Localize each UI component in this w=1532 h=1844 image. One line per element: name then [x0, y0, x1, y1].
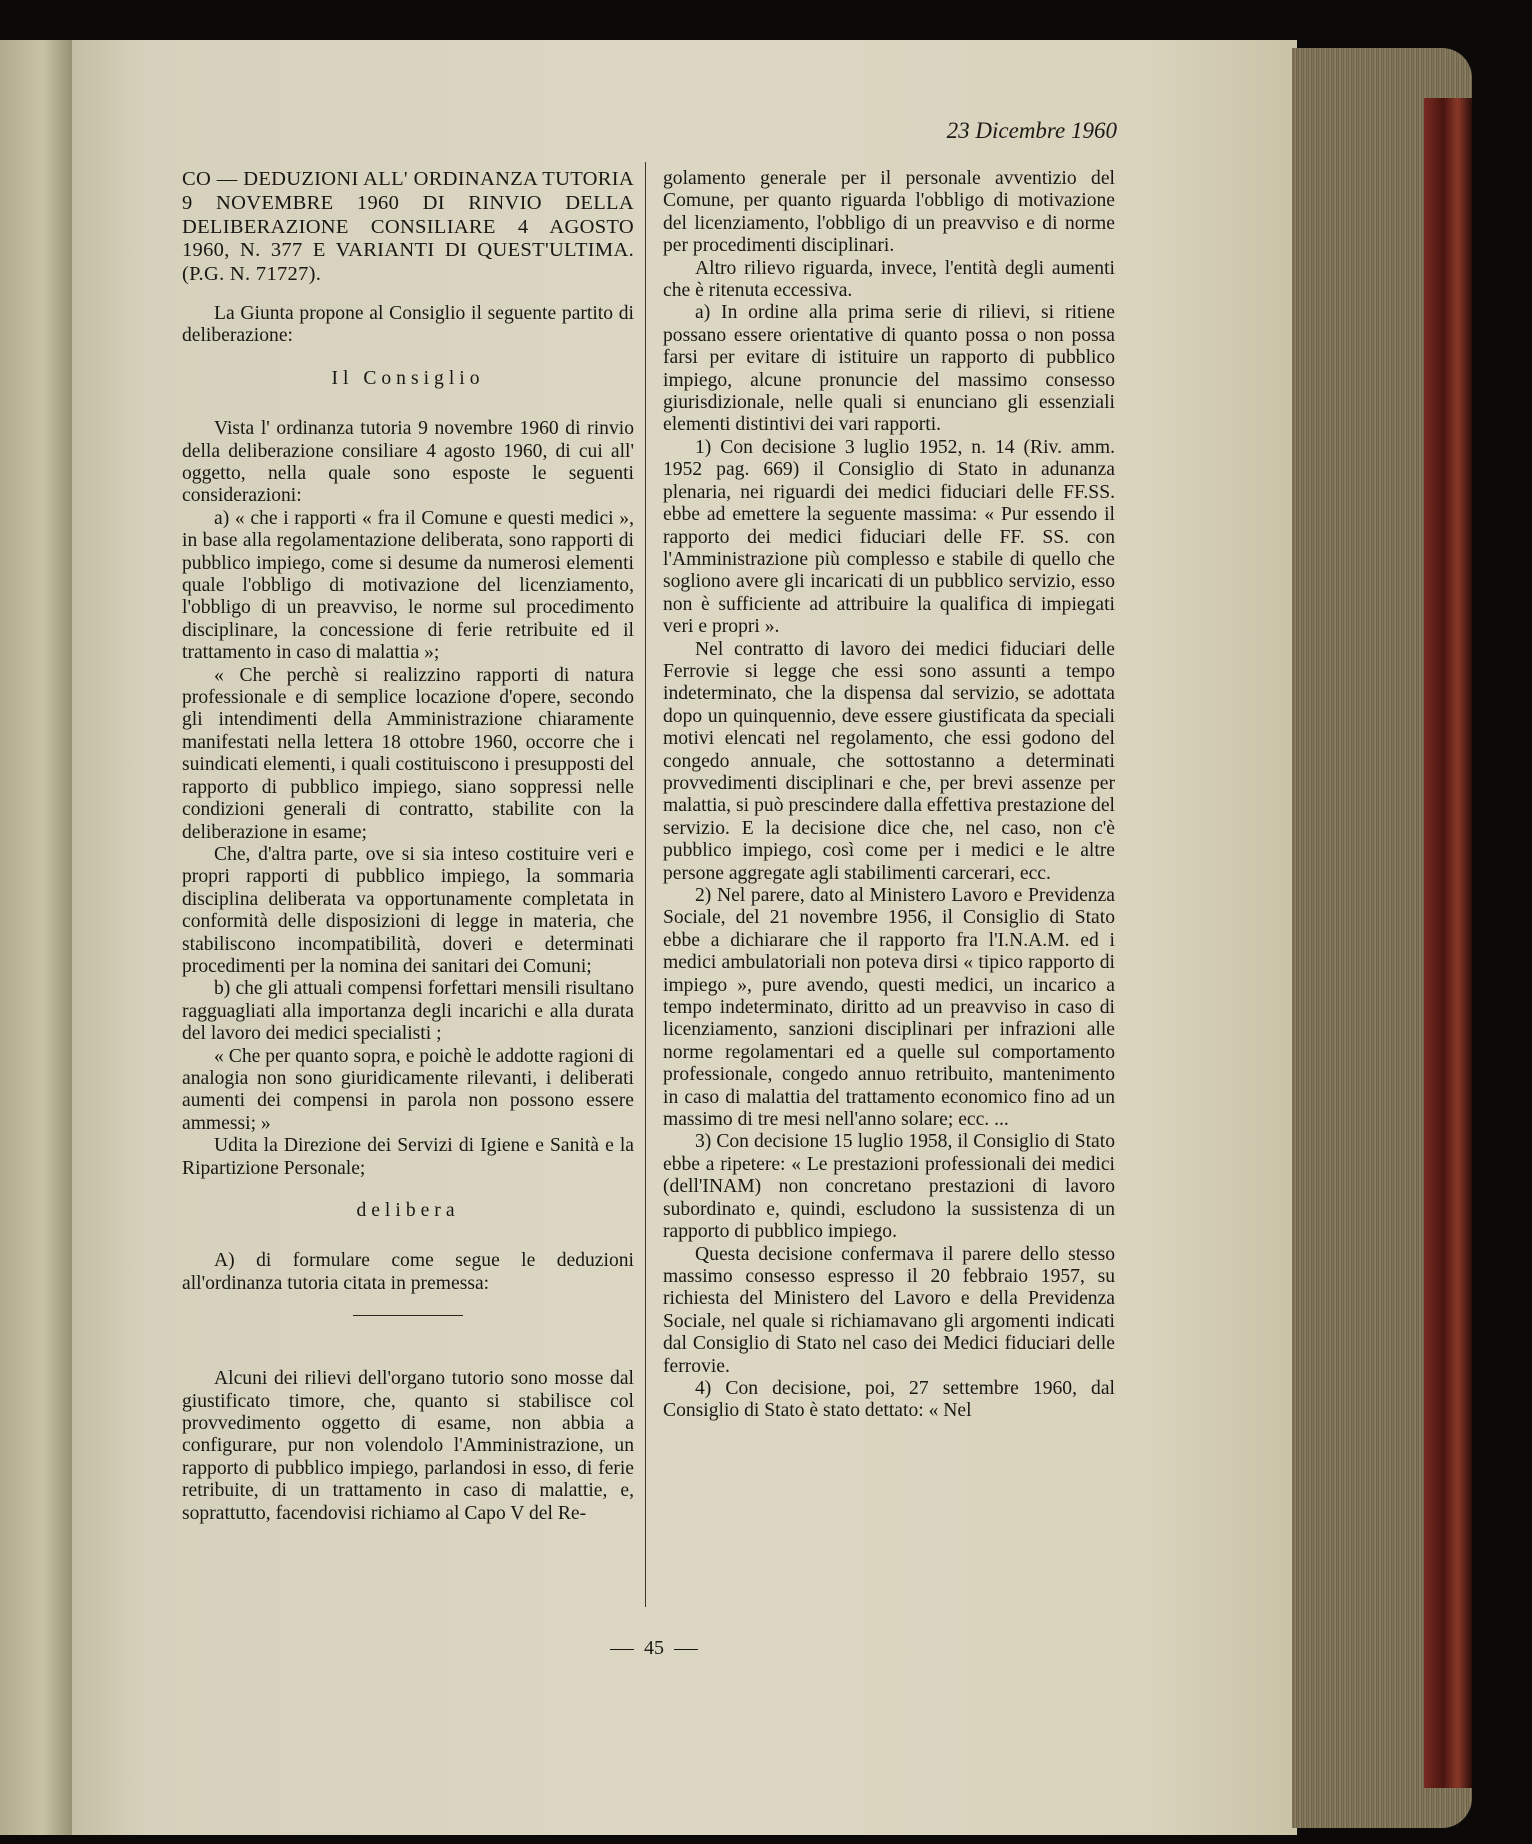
- paragraph: 3) Con decisione 15 luglio 1958, il Consiglio di Stato ebbe a ripetere: « Le prestazioni professionali dei medici (dell'INAM) non concretano prestazioni di lavoro subordinato e, quindi, escludono la sussistenza di un rapporto di pubblico impiego.: [663, 1131, 1115, 1243]
- paragraph: a) « che i rapporti « fra il Comune e questi medici », in base alla regolamentazione deliberata, sono rapporti di pubblico impiego, come si desume da numerosi elementi quale l'obbligo di motivazione del licenziamento, l'obbligo di un preavviso, le norme sul procedimento disciplinare, la concessione di ferie retribuite ed il trattamento in caso di malattia »;: [182, 507, 634, 664]
- section-a-paragraph: A) di formulare come segue le deduzioni all'ordinanza tutoria citata in premessa:: [182, 1250, 634, 1294]
- paragraph: golamento generale per il personale avventizio del Comune, per quanto riguarda l'obbligo di motivazione del licenziamento, l'obbligo di un preavviso e di norme per procedimenti disciplinari.: [663, 168, 1115, 257]
- previous-page-edge: [0, 40, 78, 1835]
- paragraph: Alcuni dei rilievi dell'organo tutorio sono mosse dal giustificato timore, che, quanto si stabilisce col provvedimento oggetto di esame, non abbia a configurare, pur non volendolo l'Amministrazione, un rapporto di pubblico impiego, parlandosi in esso, di ferie retribuite, di un trattamento in caso di malattie, e, soprattutto, facendovisi richiamo al Capo V del Re-: [182, 1368, 634, 1524]
- dash-left: [610, 1649, 634, 1650]
- paragraph: a) In ordine alla prima serie di rilievi, si ritiene possano essere orientative di quanto possa o non possa farsi per evitare di istituire un rapporto di pubblico impiego, alcune pronuncie del massimo consesso giurisdizionale, nelle quali si enunciano gli essenziali elementi distintivi dei vari rapporti.: [663, 302, 1115, 436]
- paragraph: Che, d'altra parte, ove si sia inteso costituire veri e propri rapporti di pubblico impiego, la sommaria disciplina deliberata va opportunamente completata in conformità delle disposizioni di legge in materia, che stabiliscono incompatibilità, doveri e determinati procedimenti per la nomina dei sanitari dei Comuni;: [182, 843, 634, 977]
- paragraph: « Che per quanto sopra, e poichè le addotte ragioni di analogia non sono giuridicamente rilevanti, i deliberati aumenti dei compensi in parola non possono essere ammessi; »: [182, 1045, 634, 1134]
- column-divider: [645, 162, 646, 1607]
- heading-delibera: delibera: [356, 1200, 460, 1222]
- document-title: CO — DEDUZIONI ALL' ORDINANZA TUTORIA 9 NOVEMBRE 1960 DI RINVIO DELLA DELIBERAZIONE CONSILIARE 4 AGOSTO 1960, N. 377 E VARIANTI DI QUEST'ULTIMA. (P.G. N. 71727).: [182, 168, 634, 286]
- paragraph: b) che gli attuali compensi forfettari mensili risultano ragguagliati alla importanza degli incarichi e alla durata del lavoro dei medici specialisti ;: [182, 978, 634, 1045]
- paragraph: Udita la Direzione dei Servizi di Igiene e Sanità e la Ripartizione Personale;: [182, 1135, 634, 1179]
- section-divider: [353, 1315, 463, 1316]
- paragraph: « Che perchè si realizzino rapporti di natura professionale e di semplice locazione d'opere, secondo gli intendimenti della Amministrazione chiaramente manifestati nella lettera 18 ottobre 1960, occorre che i suindicati elementi, i quali costituiscono i presupposti del rapporto di pubblico impiego, siano soppressi nelle condizioni generali di contratto, stabilite con la deliberazione in esame;: [182, 664, 634, 843]
- page-number-value: 45: [644, 1637, 664, 1659]
- paragraph: 1) Con decisione 3 luglio 1952, n. 14 (Riv. amm. 1952 pag. 669) il Consiglio di Stato in adunanza plenaria, nei riguardi dei medici fiduciari delle FF.SS. ebbe ad emettere la seguente massima: « Pur essendo il rapporto dei medici fiduciari delle FF. SS. con l'Amministrazione più complesso e stabile di quello che sogliono avere gli incaricati di un pubblico servizio, esso non è sufficiente ad attribuire la qualifica di impiegati veri e propri ».: [663, 436, 1115, 638]
- paragraph: 2) Nel parere, dato al Ministero Lavoro e Previdenza Sociale, del 21 novembre 1956, il Consiglio di Stato ebbe a dichiarare che il rapporto fra l'I.N.A.M. ed i medici ambulatoriali non poteva dirsi « tipico rapporto di impiego », pure avendo, questi medici, un incarico a tempo indeterminato, diritto ad un preavviso in caso di licenziamento, sanzioni disciplinari per infrazioni alle norme regolamentari ed a quelle sul comportamento professionale, congedo annuo retribuito, mantenimento in caso di malattia del trattamento economico fino ad un massimo di tre mesi nell'anno solare; ecc. ...: [663, 885, 1115, 1131]
- heading-il-consiglio: Il Consiglio: [331, 367, 485, 389]
- dash-right: [674, 1649, 698, 1650]
- book-page-edges: [1292, 48, 1472, 1828]
- paragraph: Altro rilievo riguarda, invece, l'entità degli aumenti che è ritenuta eccessiva.: [663, 257, 1115, 302]
- running-head-date: 23 Dicembre 1960: [946, 118, 1117, 143]
- left-column: [182, 168, 634, 1525]
- paragraph: 4) Con decisione, poi, 27 settembre 1960, dal Consiglio di Stato è stato dettato: « Nel: [663, 1377, 1115, 1422]
- page-number: [600, 1637, 708, 1660]
- paragraph: Vista l' ordinanza tutoria 9 novembre 1960 di rinvio della deliberazione consiliare 4 agosto 1960, di cui all' oggetto, nella quale sono esposte le seguenti considerazioni:: [182, 418, 634, 507]
- intro-paragraph: La Giunta propone al Consiglio il seguente partito di deliberazione:: [182, 302, 634, 347]
- right-column: [663, 168, 1115, 1423]
- paragraph: Nel contratto di lavoro dei medici fiduciari delle Ferrovie si legge che essi sono assunti a tempo indeterminato, che la dispensa dal servizio, se adottata dopo un quinquennio, deve essere giustificata da speciali motivi elencati nel regolamento, che essi godono del congedo annuale, che sottostanno a determinati provvedimenti disciplinari e che, per brevi assenze per malattia, si può prescindere dalla effettiva prestazione del servizio. E la decisione dice che, nel caso, non c'è pubblico impiego, così come per i medici e le altre persone aggregate agli stabilimenti carcerari, ecc.: [663, 638, 1115, 884]
- paragraph: Questa decisione confermava il parere dello stesso massimo consesso espresso il 20 febbraio 1957, su richiesta del Ministero del Lavoro e della Previdenza Sociale, nel quale si richiamavano gli argomenti indicati dal Consiglio di Stato nel caso dei Medici fiduciari delle ferrovie.: [663, 1243, 1115, 1377]
